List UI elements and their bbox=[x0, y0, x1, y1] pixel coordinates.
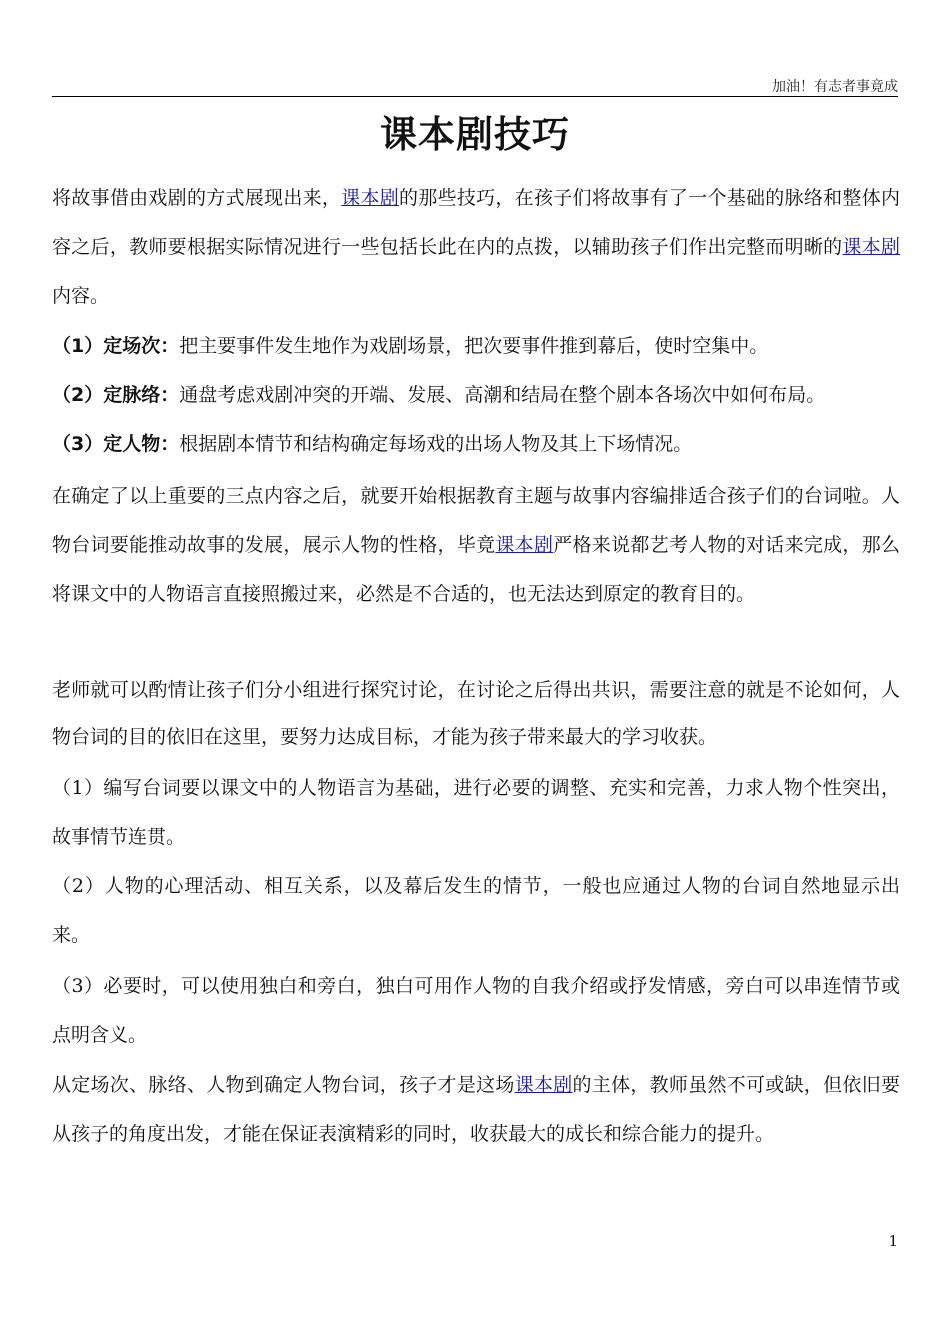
discussion-paragraph: 老师就可以酌情让孩子们分小组进行探究讨论，在讨论之后得出共识，需要注意的就是不论如何，人物台词的目的依旧在这里，要努力达成目标，才能为孩子带来最大的学习收获。 bbox=[52, 679, 900, 748]
dialogue-paragraph bbox=[52, 472, 900, 619]
list-item-plot bbox=[52, 371, 900, 420]
kebenju-link-4[interactable]: 课本剧 bbox=[514, 1074, 573, 1096]
page-number: 1 bbox=[888, 1232, 898, 1250]
document-title: 课本剧技巧 bbox=[380, 113, 570, 156]
dialogue-text-b: 严格来说都艺考人物的对话来完成，那么将课文中的人物语言直接照搬过来，必然是不合适的，也无法达到原定的教育目的。 bbox=[52, 534, 900, 605]
header-divider bbox=[52, 96, 898, 97]
list-item-plot-text: 通盘考虑戏剧冲突的开端、发展、高潮和结局在整个剧本各场次中如何布局。 bbox=[179, 384, 826, 406]
intro-text-c: 内容。 bbox=[52, 285, 110, 307]
intro-text-a: 将故事借由戏剧的方式展现出来， bbox=[52, 187, 342, 209]
intro-paragraph bbox=[52, 174, 900, 321]
list-item-scene-text: 把主要事件发生地作为戏剧场景，把次要事件推到幕后，使时空集中。 bbox=[179, 335, 769, 357]
list-item-plot-label: （2）定脉络： bbox=[52, 384, 180, 406]
page-header-text: 加油！有志者事竟成 bbox=[772, 79, 898, 95]
list-item-characters bbox=[52, 420, 900, 469]
list-item-scene-label: （1）定场次： bbox=[52, 335, 180, 357]
tip-paragraph-1: （1）编写台词要以课文中的人物语言为基础，进行必要的调整、充实和完善，力求人物个性突出，故事情节连贯。 bbox=[52, 777, 900, 848]
conclusion-paragraph bbox=[52, 1061, 900, 1159]
kebenju-link-1[interactable]: 课本剧 bbox=[341, 187, 400, 209]
list-item-scene bbox=[52, 322, 900, 371]
list-item-characters-label: （3）定人物： bbox=[52, 433, 180, 455]
intro-text-b: 的那些技巧，在孩子们将故事有了一个基础的脉络和整体内容之后，教师要根据实际情况进行一些包括长此在内的点拨，以辅助孩子们作出完整而明晰的 bbox=[52, 187, 900, 258]
conclusion-text-b: 的主体，教师虽然不可或缺，但依旧要从孩子的角度出发，才能在保证表演精彩的同时，收获最大的成长和综合能力的提升。 bbox=[52, 1074, 900, 1145]
kebenju-link-3[interactable]: 课本剧 bbox=[495, 534, 554, 556]
kebenju-link-2[interactable]: 课本剧 bbox=[842, 236, 900, 258]
conclusion-text-a: 从定场次、脉络、人物到确定人物台词，孩子才是这场 bbox=[52, 1074, 515, 1096]
list-item-characters-text: 根据剧本情节和结构确定每场戏的出场人物及其上下场情况。 bbox=[179, 433, 693, 455]
dialogue-text-a: 在确定了以上重要的三点内容之后，就要开始根据教育主题与故事内容编排适合孩子们的台词啦。人物台词要能推动故事的发展，展示人物的性格，毕竟 bbox=[52, 485, 900, 556]
tip-paragraph-3: （3）必要时，可以使用独白和旁白，独白可用作人物的自我介绍或抒发情感，旁白可以串连情节或点明含义。 bbox=[52, 975, 900, 1046]
tip-paragraph-2: （2）人物的心理活动、相互关系，以及幕后发生的情节，一般也应通过人物的台词自然地显示出来。 bbox=[52, 875, 900, 946]
